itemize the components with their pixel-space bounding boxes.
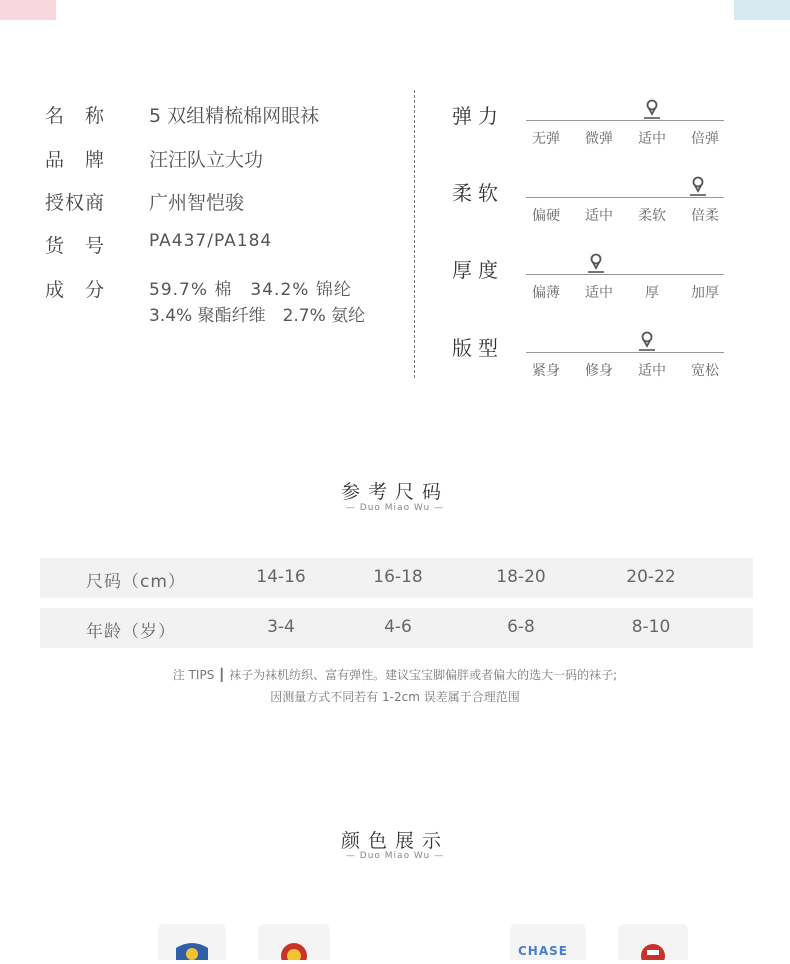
scale-thickness <box>452 254 742 314</box>
scale-option: 无弹 <box>532 131 560 147</box>
location-pin-icon <box>586 253 606 273</box>
scale-title: 弹力 <box>452 104 504 128</box>
sock-image <box>158 924 226 960</box>
scale-fit <box>452 332 742 392</box>
scale-option: 适中 <box>638 363 666 379</box>
scale-softness <box>452 177 742 237</box>
size-section-title: 参考尺码 <box>340 481 449 503</box>
scale-option: 微弹 <box>585 131 613 147</box>
scale-option: 倍柔 <box>691 208 719 224</box>
scale-option: 偏薄 <box>532 285 560 301</box>
corner-tab-blue <box>734 0 790 20</box>
spec-value: 59.7% 棉 34.2% 锦纶 <box>149 280 352 300</box>
scale-title: 厚度 <box>452 258 504 282</box>
size-cell: 20-22 <box>626 567 676 587</box>
scale-line <box>526 120 724 121</box>
size-row-head: 年龄（岁） <box>86 622 176 642</box>
spec-label: 成 分 <box>45 279 106 301</box>
spec-value: 5 双组精梳棉网眼袜 <box>149 105 320 127</box>
scale-line <box>526 274 724 275</box>
scale-option: 偏硬 <box>532 208 560 224</box>
badge-icon <box>258 924 330 960</box>
corner-tab-pink <box>0 0 56 20</box>
spec-value: 广州智恺骏 <box>149 192 245 214</box>
scale-elasticity <box>452 100 742 160</box>
size-cell: 18-20 <box>496 567 546 587</box>
sock-image <box>258 924 330 960</box>
size-cell: 16-18 <box>373 567 423 587</box>
size-row-age <box>40 608 753 648</box>
scale-option: 厚 <box>645 285 659 301</box>
scale-option: 适中 <box>638 131 666 147</box>
location-pin-icon <box>688 176 708 196</box>
size-note-line-1: 注 TIPS ┃ 袜子为袜机纺织、富有弹性。建议宝宝脚偏胖或者偏大的选大一码的袜子; <box>172 668 618 682</box>
spec-label: 授权商 <box>45 192 106 214</box>
location-pin-icon <box>642 99 662 119</box>
size-cell: 3-4 <box>267 617 295 637</box>
paw-badge-icon <box>158 924 226 960</box>
spec-divider <box>414 90 415 378</box>
size-cell: 14-16 <box>256 567 306 587</box>
location-pin-icon <box>637 331 657 351</box>
color-section-subtitle: — Duo Miao Wu — <box>345 851 445 861</box>
scale-option: 修身 <box>585 363 613 379</box>
size-row-cm <box>40 558 753 598</box>
scale-option: 紧身 <box>532 363 560 379</box>
size-cell: 8-10 <box>631 617 671 637</box>
scale-title: 柔软 <box>452 181 504 205</box>
badge-icon <box>618 924 688 960</box>
scale-option: 加厚 <box>691 285 719 301</box>
scale-line <box>526 352 724 353</box>
scale-option: 宽松 <box>691 363 719 379</box>
size-section-subtitle: — Duo Miao Wu — <box>345 503 445 513</box>
sock-image <box>618 924 688 960</box>
spec-value: 汪汪队立大功 <box>149 149 264 171</box>
color-section-title: 颜色展示 <box>340 830 449 852</box>
scale-line <box>526 197 724 198</box>
spec-label: 品 牌 <box>45 149 106 171</box>
spec-value-2: 3.4% 聚酯纤维 2.7% 氨纶 <box>149 306 366 326</box>
sock-image <box>510 924 586 960</box>
spec-label: 货 号 <box>45 235 106 257</box>
scale-option: 适中 <box>585 208 613 224</box>
size-cell: 6-8 <box>507 617 535 637</box>
spec-label: 名 称 <box>45 105 106 127</box>
scale-title: 版型 <box>452 336 504 360</box>
size-note-line-2: 因测量方式不同若有 1-2cm 误差属于合理范围 <box>270 690 520 704</box>
size-row-head: 尺码（cm） <box>86 572 186 592</box>
scale-option: 适中 <box>585 285 613 301</box>
scale-option: 倍弹 <box>691 131 719 147</box>
size-cell: 4-6 <box>384 617 412 637</box>
scale-option: 柔软 <box>638 208 666 224</box>
spec-value: PA437/PA184 <box>149 231 273 251</box>
sock-text: CHASE <box>518 944 568 958</box>
